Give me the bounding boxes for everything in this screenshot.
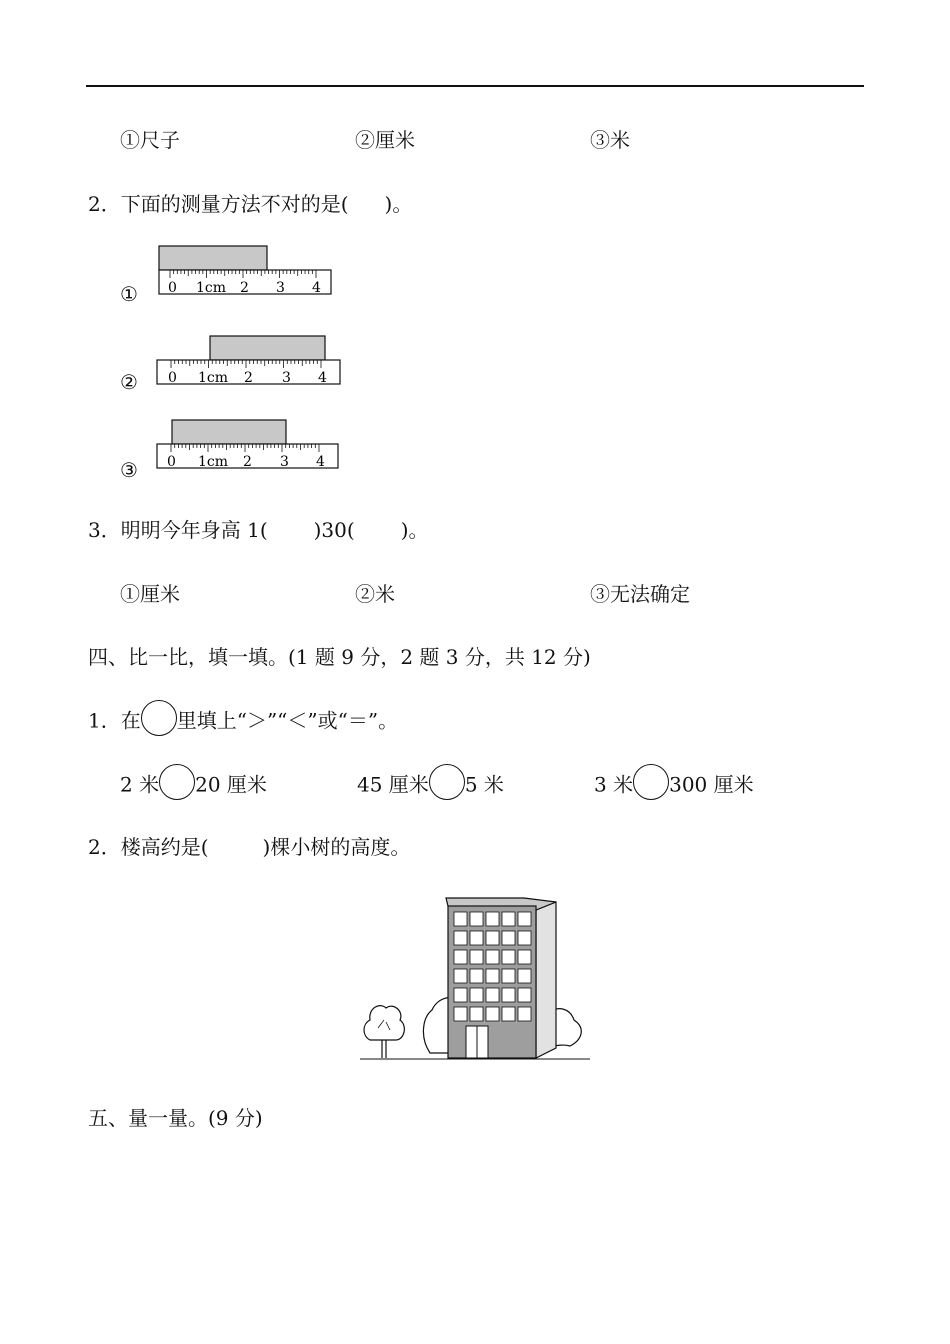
section-5-title: 五、量一量。(9 分) [88,1106,263,1130]
ruler-2-label-3: 3 [282,370,291,386]
compare-1-right: 20 厘米 [195,772,267,797]
building-window [470,950,483,964]
building-window [486,969,499,983]
s4-q2-question [88,835,410,859]
q3-option-2: ②米 [355,582,395,606]
s4-q1-text-after: 里填上“＞”“＜”或“＝”。 [176,708,399,733]
q1-option-2: ②厘米 [355,128,415,152]
building-window [470,912,483,926]
measured-bar-1 [159,246,267,270]
q2-question [88,192,412,216]
ruler-1-label-1: 1cm [196,280,227,296]
ruler-3-label-4: 4 [316,454,325,470]
top-rule [86,85,864,87]
building-window [518,1007,531,1021]
ruler-figure-3 [150,414,350,474]
building-window [454,969,467,983]
building-window [502,931,515,945]
s4-q1-question [88,708,398,736]
q3-question [88,518,429,542]
s4-q2-text-after: )棵小树的高度。 [262,835,411,859]
q2-option-2-label: ② [120,370,138,394]
building-window [502,988,515,1002]
q2-number: 2． [88,192,121,216]
ruler-1-label-0: 0 [168,280,177,296]
building-window [470,1007,483,1021]
ruler-2-label-0: 0 [168,370,177,386]
building-window [502,969,515,983]
s4-q2-text-before: 楼高约是( [120,835,209,859]
building-tree-illustration [360,888,590,1066]
s4-q2-number: 2． [88,835,121,859]
compare-1-left: 2 米 [120,772,160,797]
ruler-figure-1 [150,240,350,300]
compare-3-right: 300 厘米 [669,772,754,797]
q1-option-1: ①尺子 [120,128,180,152]
building-window [518,931,531,945]
q2-option-3-label: ③ [120,458,138,482]
measured-bar-2 [210,336,325,360]
building-window [486,988,499,1002]
compare-2-left: 45 厘米 [357,772,429,797]
q3-option-1: ①厘米 [120,582,180,606]
ruler-1-label-4: 4 [312,280,321,296]
building-window [454,988,467,1002]
compare-2-answer-circle[interactable] [429,764,465,800]
q2-text-before: 下面的测量方法不对的是( [120,192,349,216]
q3-option-3: ③无法确定 [590,582,690,606]
tree-trunk [382,1038,386,1058]
measured-bar-3 [172,420,286,444]
building-window [518,969,531,983]
ruler-1-label-2: 2 [240,280,249,296]
small-tree [364,1006,404,1040]
building-window [502,1007,515,1021]
compare-item-3 [594,772,754,800]
ruler-3-label-1: 1cm [198,454,229,470]
building-window [470,969,483,983]
q1-option-3: ③米 [590,128,630,152]
building-window [470,931,483,945]
q3-text-c: )。 [400,518,429,542]
ruler-2-label-2: 2 [244,370,253,386]
building-window [454,950,467,964]
q3-text-b: )30( [313,518,355,542]
ruler-3-label-0: 0 [167,454,176,470]
building-window [470,988,483,1002]
compare-3-answer-circle[interactable] [633,764,669,800]
building-window [502,912,515,926]
building-window [486,931,499,945]
ruler-3-label-2: 2 [243,454,252,470]
building-window [486,912,499,926]
ruler-1-label-3: 3 [276,280,285,296]
compare-item-2 [357,772,504,800]
ruler-3-label-3: 3 [280,454,289,470]
q2-text-after: )。 [384,192,413,216]
ruler-2-label-4: 4 [318,370,327,386]
compare-1-answer-circle[interactable] [159,764,195,800]
section-4-title: 四、比一比，填一填。(1 题 9 分，2 题 3 分，共 12 分) [88,645,591,669]
building-window [518,988,531,1002]
compare-2-right: 5 米 [464,772,504,797]
building-window [518,912,531,926]
example-circle [141,700,177,736]
compare-3-left: 3 米 [594,772,634,797]
q3-text-a: 明明今年身高 1( [120,518,268,542]
building-window [502,950,515,964]
ruler-figure-2 [150,330,350,390]
building-side [536,902,556,1058]
s4-q1-number: 1． [88,708,121,733]
building-window [486,1007,499,1021]
building-window [518,950,531,964]
building-window [454,1007,467,1021]
ruler-2-label-1: 1cm [198,370,229,386]
q3-number: 3． [88,518,121,542]
compare-item-1 [120,772,267,800]
building-window [486,950,499,964]
building-window [454,912,467,926]
q2-option-1-label: ① [120,282,138,306]
building-window [454,931,467,945]
s4-q1-text-before: 在 [120,708,141,733]
